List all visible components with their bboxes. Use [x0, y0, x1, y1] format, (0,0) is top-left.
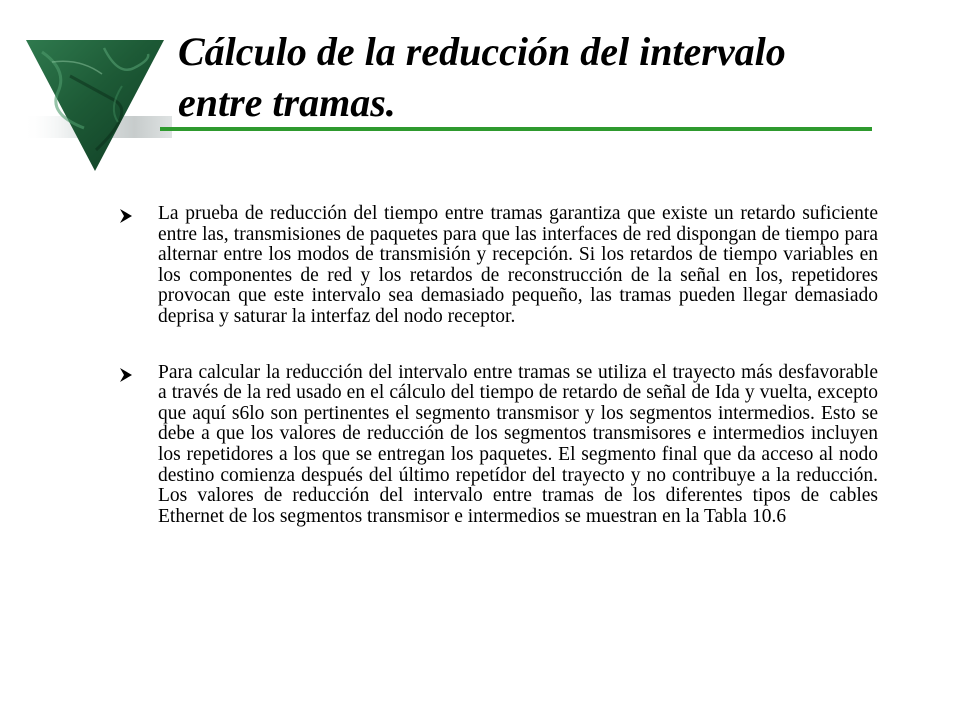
- bullet-text: Para calcular la reducción del intervalo entre tramas se utiliza el trayecto más desfavorable a través de la red usado en el cálculo del tiempo de retardo de señal de Ida y vuelta, excepto que aquí s6lo son pertinentes el segmento transmisor y los segmentos intermedios. Esto se debe a que los valores de reducción de los segmentos transmisores e intermedios incluyen los repetidores a los que se entregan los paquetes. El segmento final que da acceso al nodo destino comienza después del último repetídor del trayecto y no contribuye a la reducción. Los valores de reducción del intervalo entre tramas de los diferentes tipos de cables Ethernet de los segmentos transmisor e intermedios se muestran en la Tabla 10.6: [158, 361, 878, 527]
- arrowhead-bullet-icon: [118, 363, 158, 388]
- green-marble-triangle-logo: [22, 38, 172, 173]
- bullet-item: [118, 204, 878, 328]
- title-line-1: Cálculo de la reducción del intervalo: [178, 29, 786, 74]
- title-underline: [160, 127, 872, 131]
- bullet-text: La prueba de reducción del tiempo entre tramas garantiza que existe un retardo suficiente entre las, transmisiones de paquetes para que las interfaces de red dispongan de tiempo para alternar entre los modos de transmisión y recepción. Si los retardos de tiempo variables en los componentes de red y los retardos de reconstrucción de la señal en los, repetidores provocan que este intervalo sea demasiado pequeño, las tramas pueden llegar demasiado deprisa y saturar la interfaz del nodo receptor.: [158, 203, 878, 327]
- title-line-2: entre tramas.: [178, 80, 396, 125]
- bullet-item: [118, 363, 878, 528]
- arrowhead-bullet-icon: [118, 204, 158, 229]
- slide-title: [178, 26, 898, 128]
- slide-content: [118, 204, 878, 562]
